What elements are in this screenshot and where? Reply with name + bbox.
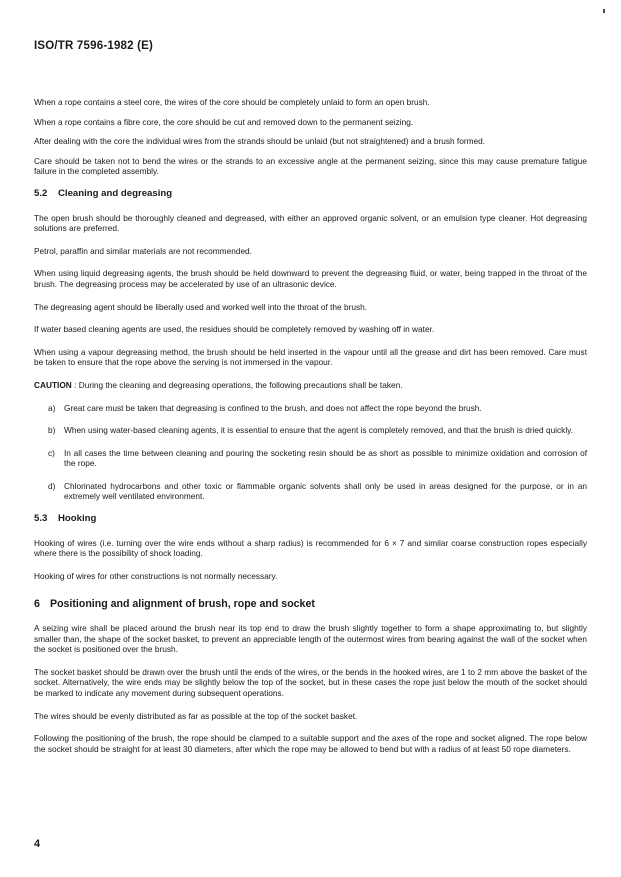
section-5-3-heading [34, 514, 587, 525]
paragraph: The degreasing agent should be liberally used and worked well into the throat of the brush. [34, 301, 368, 312]
section-number: 6 [34, 598, 40, 611]
section-number: 5.3 [34, 513, 48, 525]
paragraph: If water based cleaning agents are used, the residues should be completely removed by washing off in water. [34, 324, 435, 335]
precaution-item [48, 403, 587, 414]
section-number: 5.2 [34, 187, 48, 199]
precaution-item [48, 481, 587, 502]
caution-paragraph [34, 380, 587, 391]
page-number: 4 [34, 838, 41, 850]
list-marker: a) [48, 402, 56, 413]
caution-label: CAUTION [34, 379, 72, 390]
intro-paragraph: Care should be taken not to bend the wires or the strands to an excessive angle at the permanent seizing, since this may cause premature fatigue failure in the completed assembly. [34, 155, 587, 177]
section-5-2-heading [34, 189, 587, 200]
document-id-header: ISO/TR 7596-1982 (E) [34, 40, 154, 52]
section-title: Hooking [58, 513, 97, 525]
list-text: In all cases the time between cleaning and pouring the socketing resin should be as short as possible to minimize oxidation and corrosion of the rope. [64, 447, 587, 469]
intro-paragraph: When a rope contains a fibre core, the core should be cut and removed down to the permanent seizing. [34, 116, 414, 127]
corner-mark [603, 9, 605, 13]
paragraph: Following the positioning of the brush, the rope should be clamped to a suitable support and the axes of the rope and socket aligned. The rope below the socket should be straight for at least 30 diameters, after which the rope may be allowed to bend but with a radius of at least 50 rope diameters. [34, 733, 587, 754]
paragraph: Hooking of wires for other constructions is not normally necessary. [34, 570, 278, 581]
list-marker: d) [48, 480, 56, 491]
document-body [34, 97, 587, 766]
precaution-item [48, 425, 587, 436]
intro-paragraph: When a rope contains a steel core, the wires of the core should be completely unlaid to form an open brush. [34, 97, 430, 107]
list-marker: b) [48, 425, 56, 436]
paragraph: A seizing wire shall be placed around the brush near its top end to draw the brush slightly together to form a shape approximating to, but slightly smaller than, the shape of the socket basket, to prevent an appreciable length of the outermost wires from bearing against the wall of the socket when the socket is positioned over the brush. [34, 623, 587, 655]
paragraph: When using a vapour degreasing method, the brush should be held inserted in the vapour until all the grease and dirt has been removed. Care must be taken to ensure that the rope above the serving is not immersed in the vapour. [34, 346, 587, 368]
paragraph: The open brush should be thoroughly cleaned and degreased, with either an approved organic solvent, or an emulsion type cleaner. Hot degreasing solutions are preferred. [34, 212, 587, 234]
section-title: Positioning and alignment of brush, rope and socket [50, 598, 315, 611]
precaution-item [48, 448, 587, 469]
section-6-heading [34, 599, 587, 610]
paragraph: The socket basket should be drawn over the brush until the ends of the wires, or the bends in the hooked wires, are 1 to 2 mm above the basket of the socket. Alternatively, the wire ends may be slightly below the top of the socket, but in these cases the rope just below the mouth of the socket should be marked to indicate any movement during subsequent operations. [34, 666, 587, 698]
list-text: Great care must be taken that degreasing is confined to the brush, and does not affect the rope beyond the brush. [64, 402, 482, 413]
section-title: Cleaning and degreasing [58, 187, 173, 199]
paragraph: Petrol, paraffin and similar materials are not recommended. [34, 245, 252, 256]
intro-paragraph: After dealing with the core the individual wires from the strands should be unlaid (but not straightened) and a brush formed. [34, 136, 486, 147]
paragraph: The wires should be evenly distributed as far as possible at the top of the socket basket. [34, 710, 358, 721]
caution-text: : During the cleaning and degreasing operations, the following precautions shall be taken. [71, 379, 403, 390]
list-text: When using water-based cleaning agents, it is essential to ensure that the agent is completely removed, and that the brush is dried quickly. [64, 425, 574, 436]
list-marker: c) [48, 447, 55, 458]
paragraph: When using liquid degreasing agents, the brush should be held downward to prevent the degreasing fluid, or water, being trapped in the throat of the brush. The degreasing process may be accelerated by use of an ultrasonic device. [34, 268, 587, 289]
list-text: Chlorinated hydrocarbons and other toxic or flammable organic solvents shall only be used in areas designed for the purpose, or in an extremely well ventilated environment. [64, 480, 587, 502]
paragraph: Hooking of wires (i.e. turning over the wire ends without a sharp radius) is recommended for 6 × 7 and similar coarse construction ropes especially where there is the possibility of shock loading. [34, 537, 587, 559]
